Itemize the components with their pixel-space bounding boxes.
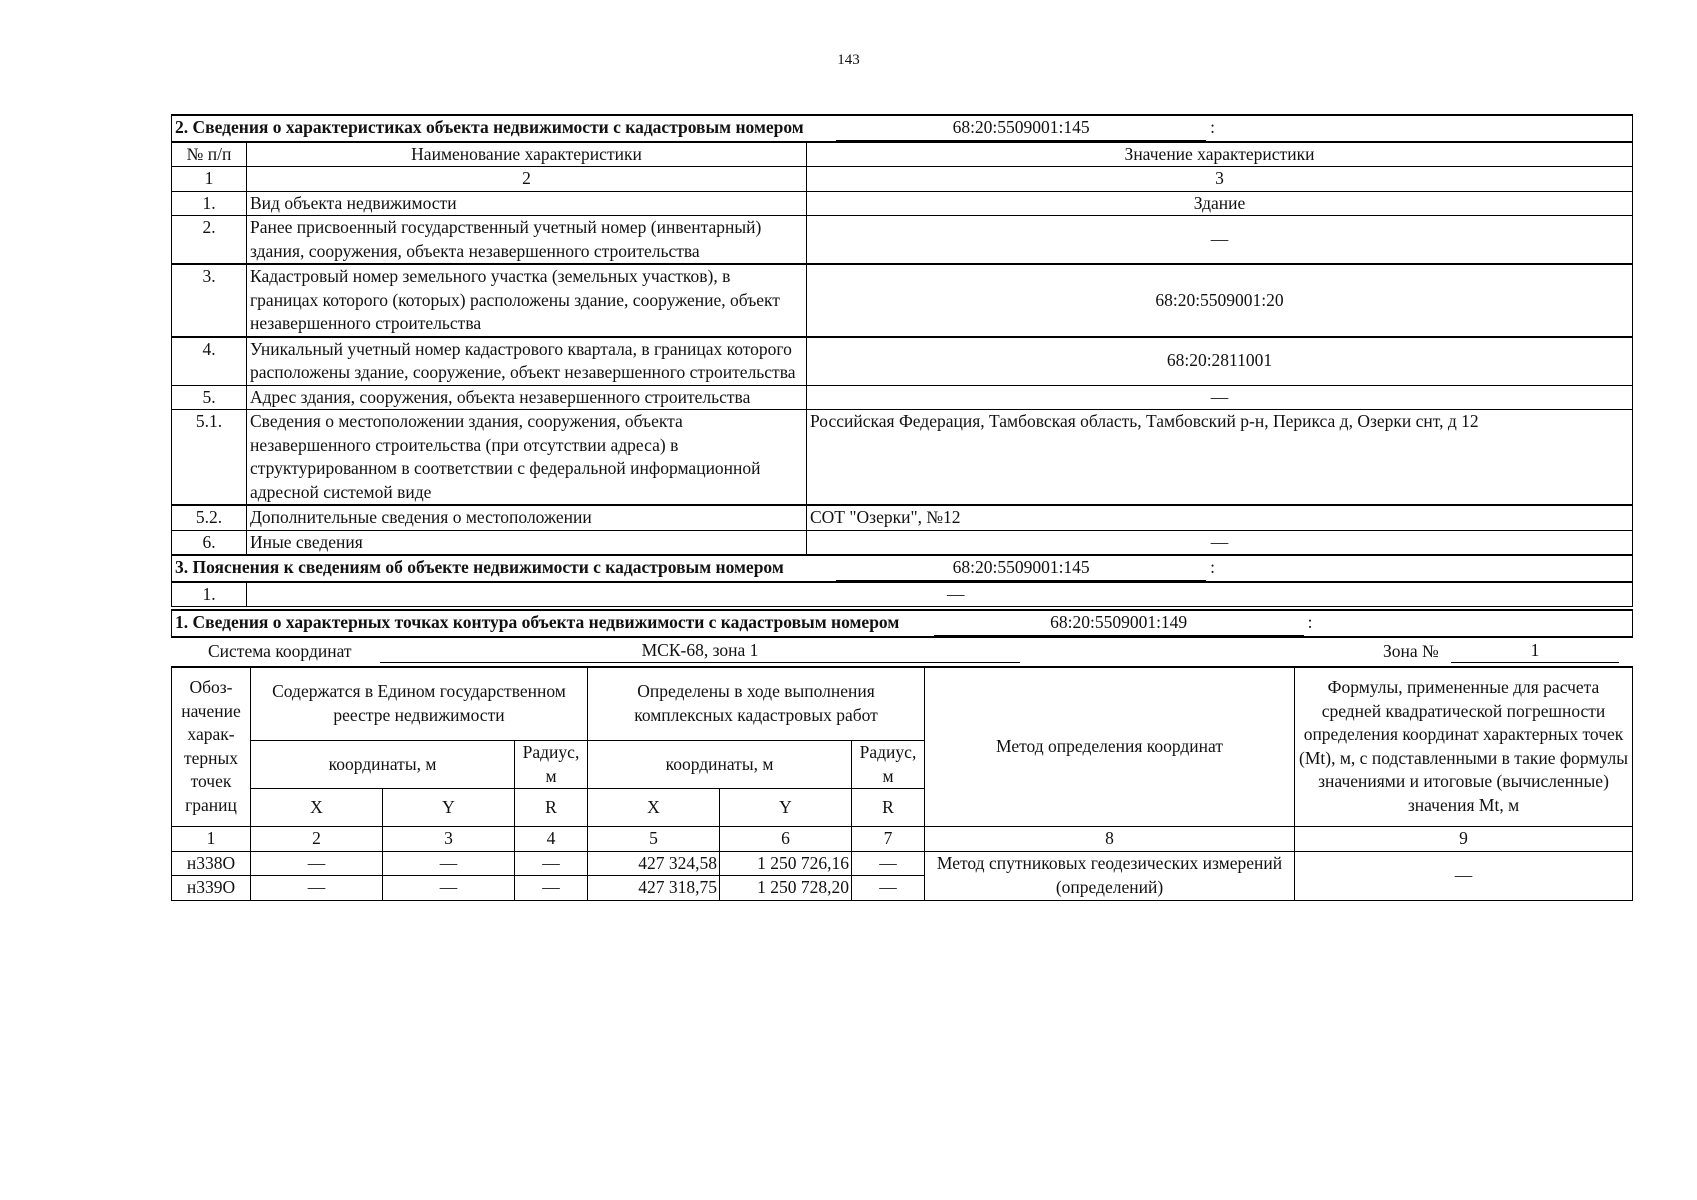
table-row bbox=[172, 191, 1633, 216]
point-y-egrn: — bbox=[383, 851, 515, 876]
col-number: 2 bbox=[247, 167, 807, 192]
row-num: 5. bbox=[172, 385, 247, 410]
table-row bbox=[172, 530, 1633, 555]
row-value: СОТ "Озерки", №12 bbox=[807, 505, 1633, 530]
col-number: 5 bbox=[588, 827, 720, 852]
header-y: Y bbox=[720, 789, 852, 827]
point-y-egrn: — bbox=[383, 876, 515, 901]
row-num: 5.2. bbox=[172, 505, 247, 530]
section3-title: 3. Пояснения к сведениям об объекте недвижимости с кадастровым номером bbox=[175, 557, 784, 577]
col-number: 8 bbox=[925, 827, 1295, 852]
header-egrn: Содержатся в Едином государственном реестре недвижимости bbox=[251, 667, 588, 741]
col-number: 4 bbox=[515, 827, 588, 852]
row-name: Адрес здания, сооружения, объекта незавершенного строительства bbox=[247, 385, 807, 410]
coord-system-line bbox=[171, 638, 1633, 666]
col-number: 2 bbox=[251, 827, 383, 852]
coord-system-value: МСК-68, зона 1 bbox=[380, 638, 1020, 663]
row-num: 5.1. bbox=[172, 410, 247, 506]
section3-colon: : bbox=[1210, 557, 1216, 577]
table-row bbox=[172, 385, 1633, 410]
header-r: R bbox=[852, 789, 925, 827]
row-num: 1. bbox=[172, 582, 247, 607]
point-x-egrn: — bbox=[251, 851, 383, 876]
page-number: 143 bbox=[837, 52, 860, 68]
point-y-kkr: 1 250 728,20 bbox=[720, 876, 852, 901]
points-table bbox=[171, 666, 1633, 901]
header-num: № п/п bbox=[172, 142, 247, 167]
point-r-kkr: — bbox=[852, 851, 925, 876]
header-radius-kkr: Радиус, м bbox=[852, 741, 925, 789]
row-num: 2. bbox=[172, 216, 247, 265]
table-row bbox=[172, 264, 1633, 337]
row-num: 3. bbox=[172, 264, 247, 337]
col-number: 9 bbox=[1295, 827, 1633, 852]
header-formulas: Формулы, примененные для расчета средней квадратической погрешности определения координат характерных точек (Mt), м, с подставленными в такие формулы значениями и итоговые (вычисленные) значения Mt, м bbox=[1295, 667, 1633, 827]
header-x: X bbox=[588, 789, 720, 827]
point-r-egrn: — bbox=[515, 876, 588, 901]
col-number: 1 bbox=[172, 827, 251, 852]
header-name: Наименование характеристики bbox=[247, 142, 807, 167]
point-name: н338О bbox=[172, 851, 251, 876]
header-value: Значение характеристики bbox=[807, 142, 1633, 167]
points-title: 1. Сведения о характерных точках контура объекта недвижимости с кадастровым номером bbox=[175, 612, 900, 632]
point-x-kkr: 427 318,75 bbox=[588, 876, 720, 901]
col-number: 7 bbox=[852, 827, 925, 852]
table-row bbox=[172, 582, 1633, 607]
coord-system-label: Система координат bbox=[208, 640, 352, 661]
points-title-cell bbox=[172, 610, 1633, 637]
row-value: — bbox=[247, 582, 1633, 607]
row-value: — bbox=[807, 385, 1633, 410]
row-name: Уникальный учетный номер кадастрового квартала, в границах которого расположены здание, сооружение, объект незавершенного строительства bbox=[247, 337, 807, 386]
header-coords-kkr: координаты, м bbox=[588, 741, 852, 789]
table-row bbox=[172, 410, 1633, 506]
characteristics-table bbox=[171, 114, 1633, 607]
points-title-table bbox=[171, 609, 1633, 638]
row-num: 4. bbox=[172, 337, 247, 386]
section2-cadastral-number: 68:20:5509001:145 bbox=[836, 116, 1206, 141]
header-kkr: Определены в ходе выполнения комплексных кадастровых работ bbox=[588, 667, 925, 741]
row-name: Сведения о местоположении здания, сооружения, объекта незавершенного строительства (при отсутствии адреса) в структурированном в соответствии с федеральной информационной адресной системой виде bbox=[247, 410, 807, 506]
row-num: 6. bbox=[172, 530, 247, 555]
points-colon: : bbox=[1307, 612, 1313, 632]
section3-title-cell bbox=[172, 555, 1633, 582]
row-value: — bbox=[807, 216, 1633, 265]
header-coords-egrn: координаты, м bbox=[251, 741, 515, 789]
point-x-kkr: 427 324,58 bbox=[588, 851, 720, 876]
header-radius-egrn: Радиус, м bbox=[515, 741, 588, 789]
point-r-egrn: — bbox=[515, 851, 588, 876]
header-x: X bbox=[251, 789, 383, 827]
row-num: 1. bbox=[172, 191, 247, 216]
document-body bbox=[171, 114, 1633, 901]
row-name: Ранее присвоенный государственный учетный номер (инвентарный) здания, сооружения, объекта незавершенного строительства bbox=[247, 216, 807, 265]
table-row bbox=[172, 851, 1633, 876]
point-x-egrn: — bbox=[251, 876, 383, 901]
formula-value: — bbox=[1295, 851, 1633, 900]
row-name: Дополнительные сведения о местоположении bbox=[247, 505, 807, 530]
zone-value: 1 bbox=[1451, 638, 1619, 663]
col-number: 3 bbox=[807, 167, 1633, 192]
row-name: Кадастровый номер земельного участка (земельных участков), в границах которого (которых) расположены здание, сооружение, объект незавершенного строительства bbox=[247, 264, 807, 337]
col-number: 1 bbox=[172, 167, 247, 192]
row-value: 68:20:2811001 bbox=[807, 337, 1633, 386]
row-value: — bbox=[807, 530, 1633, 555]
table-row bbox=[172, 216, 1633, 265]
section2-title-cell bbox=[172, 115, 1633, 142]
point-r-kkr: — bbox=[852, 876, 925, 901]
points-cadastral-number: 68:20:5509001:149 bbox=[934, 611, 1304, 636]
section3-cadastral-number: 68:20:5509001:145 bbox=[836, 556, 1206, 581]
row-name: Иные сведения bbox=[247, 530, 807, 555]
section2-colon: : bbox=[1210, 117, 1215, 137]
header-designation: Обоз-начение харак-терных точек границ bbox=[172, 667, 251, 827]
col-number: 3 bbox=[383, 827, 515, 852]
header-y: Y bbox=[383, 789, 515, 827]
zone-label: Зона № bbox=[1383, 640, 1439, 661]
row-value: Здание bbox=[807, 191, 1633, 216]
header-method: Метод определения координат bbox=[925, 667, 1295, 827]
table-row bbox=[172, 337, 1633, 386]
table-row bbox=[172, 505, 1633, 530]
method-value: Метод спутниковых геодезических измерений (определений) bbox=[925, 851, 1295, 900]
row-value: Российская Федерация, Тамбовская область, Тамбовский р-н, Перикса д, Озерки снт, д 12 bbox=[807, 410, 1633, 506]
section2-title: 2. Сведения о характеристиках объекта недвижимости с кадастровым номером bbox=[175, 117, 804, 137]
row-name: Вид объекта недвижимости bbox=[247, 191, 807, 216]
point-name: н339О bbox=[172, 876, 251, 901]
header-r: R bbox=[515, 789, 588, 827]
col-number: 6 bbox=[720, 827, 852, 852]
point-y-kkr: 1 250 726,16 bbox=[720, 851, 852, 876]
row-value: 68:20:5509001:20 bbox=[807, 264, 1633, 337]
